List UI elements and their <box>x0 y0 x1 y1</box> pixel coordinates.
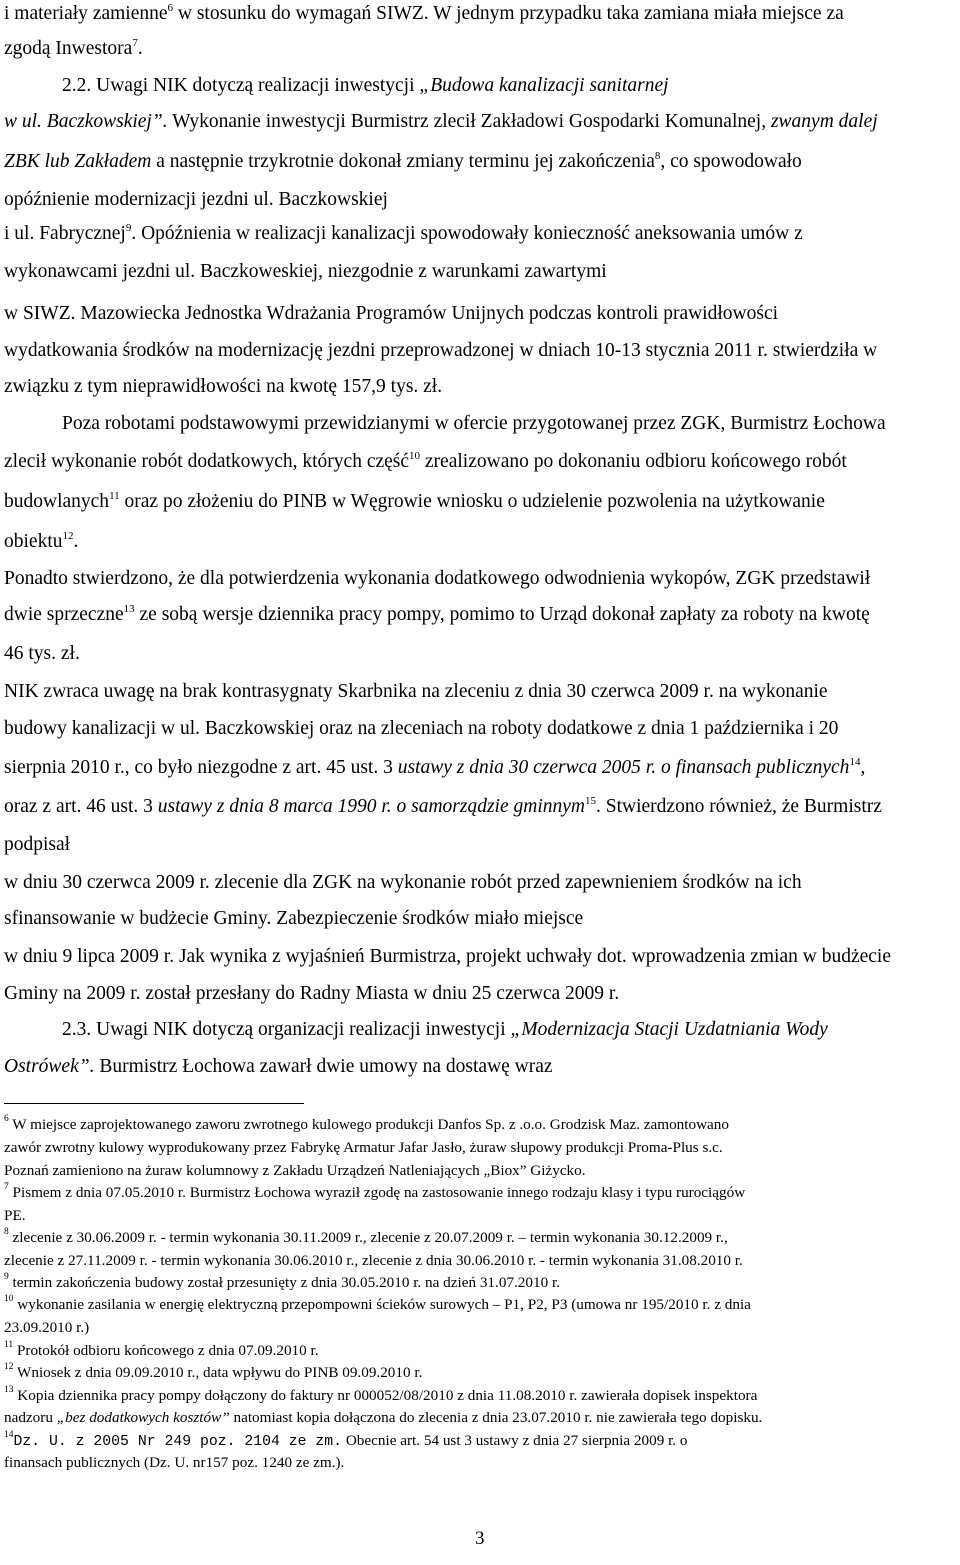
text: a następnie trzykrotnie dokonał zmiany terminu jej zakończenia <box>151 151 655 172</box>
text: „bez dodatkowych kosztów” <box>56 1409 230 1426</box>
footnote-number: 8 <box>4 1227 9 1237</box>
footnote <box>4 1273 560 1292</box>
body-line <box>4 222 803 246</box>
text: ZBK lub Zakładem <box>4 151 152 172</box>
footnote-number: 9 <box>4 1272 9 1282</box>
text: 2.3. Uwagi NIK dotyczą organizacji realizacji inwestycji <box>62 1019 511 1040</box>
footnote-number: 6 <box>4 1114 9 1124</box>
body-line: w SIWZ. Mazowiecka Jednostka Wdrażania Programów Unijnych podczas kontroli prawidłowości <box>4 303 779 324</box>
body-line <box>4 530 78 554</box>
text: . <box>137 38 143 59</box>
section-heading-2-3 <box>62 1018 828 1042</box>
footnote-ref: 11 <box>109 490 120 502</box>
text: . Stwierdzono również, że Burmistrz <box>596 796 882 817</box>
text: i materiały zamienne <box>4 3 168 24</box>
text: sierpnia 2010 r., co było niezgodne z art. 45 ust. 3 <box>4 757 398 778</box>
body-line <box>4 795 882 819</box>
footnote-line: zawór zwrotny kulowy wyprodukowany przez Fabrykę Armatur Jafar Jasło, żuraw słupowy produkcji Proma-Plus s.c. <box>4 1139 723 1156</box>
body-line: sfinansowanie w budżecie Gminy. Zabezpieczenie środków miało miejsce <box>4 908 584 929</box>
footnote <box>4 1295 751 1314</box>
text: oraz z art. 46 ust. 3 <box>4 796 158 817</box>
text: 2.2. Uwagi NIK dotyczą realizacji inwestycji <box>62 75 420 96</box>
body-line <box>4 450 847 474</box>
text: zlecenie z 30.06.2009 r. - termin wykonania 30.11.2009 r., zlecenie z 20.07.2009 r. – termin wykonania 30.12.2009 r., <box>8 1229 728 1246</box>
footnote <box>4 1183 745 1202</box>
text: , <box>860 757 866 778</box>
footnote-number: 12 <box>4 1362 14 1372</box>
body-line: NIK zwraca uwagę na brak kontrasygnaty Skarbnika na zleceniu z dnia 30 czerwca 2009 r. na wykonanie <box>4 681 828 702</box>
body-line <box>4 2 844 26</box>
text: W miejsce zaprojektowanego zaworu zwrotnego kulowego produkcji Danfos Sp. z .o.o. Grodzisk Maz. zamontowano <box>8 1116 729 1133</box>
body-line <box>4 37 143 61</box>
text: dwie sprzeczne <box>4 604 124 625</box>
text: Protokół odbioru końcowego z dnia 07.09.2010 r. <box>13 1342 319 1359</box>
text: w stosunku do wymagań SIWZ. W jednym przypadku taka zamiana miała miejsce za <box>173 3 844 24</box>
text: oraz po złożeniu do PINB w Węgrowie wniosku o udzielenie pozwolenia na użytkowanie <box>119 491 825 512</box>
text: , co spowodowało <box>660 151 802 172</box>
footnote-separator <box>4 1103 304 1104</box>
footnote <box>4 1431 688 1452</box>
text: ustawy z dnia 8 marca 1990 r. o samorządzie gminnym <box>157 796 585 817</box>
body-line: wydatkowania środków na modernizację jezdni przeprowadzonej w dniach 10-13 stycznia 2011 r. stwierdziła w <box>4 340 878 361</box>
text: . Opóźnienia w realizacji kanalizacji spowodowały konieczność aneksowania umów z <box>131 223 803 244</box>
text: Ostrówek”. <box>4 1056 95 1077</box>
footnote-line: PE. <box>4 1207 26 1224</box>
text: . <box>73 531 79 552</box>
footnote-line: finansach publicznych (Dz. U. nr157 poz. 1240 ze zm.). <box>4 1454 345 1471</box>
body-line <box>4 150 802 174</box>
text: Wniosek z dnia 09.09.2010 r., data wpływu do PINB 09.09.2010 r. <box>13 1364 423 1381</box>
body-line <box>4 490 825 514</box>
text: Obecnie art. 54 ust 3 ustawy z dnia 27 sierpnia 2009 r. o <box>342 1432 688 1449</box>
footnote-ref: 10 <box>409 450 421 462</box>
body-line: budowy kanalizacji w ul. Baczkowskiej oraz na zleceniach na roboty dodatkowe z dnia 1 października i 20 <box>4 718 839 739</box>
text: zgodą Inwestora <box>4 38 133 59</box>
footnote <box>4 1363 422 1382</box>
body-line <box>4 603 870 627</box>
text: „Budowa kanalizacji sanitarnej <box>419 75 669 96</box>
footnote-line: zlecenie z 27.11.2009 r. - termin wykonania 30.06.2010 r., zlecenie z dnia 30.06.2010 r. - termin wykonania 31.08.2010 r. <box>4 1252 743 1269</box>
body-line <box>4 756 865 780</box>
footnote-number: 14 <box>4 1430 14 1440</box>
footnote-ref: 14 <box>849 756 861 768</box>
text: Wykonanie inwestycji Burmistrz zlecił Zakładowi Gospodarki Komunalnej, <box>167 111 771 132</box>
body-line: podpisał <box>4 834 71 855</box>
text: ze sobą wersje dziennika pracy pompy, pomimo to Urząd dokonał zapłaty za roboty na kwotę <box>134 604 870 625</box>
footnote-line: 23.09.2010 r.) <box>4 1319 90 1336</box>
text: Dz. U. z 2005 Nr 249 poz. 2104 ze zm. <box>13 1434 343 1450</box>
text: „Modernizacja Stacji Uzdatniania Wody <box>510 1019 828 1040</box>
body-line: opóźnienie modernizacji jezdni ul. Baczkowskiej <box>4 189 388 210</box>
footnote-ref: 15 <box>585 795 596 807</box>
body-line: Ponadto stwierdzono, że dla potwierdzenia wykonania dodatkowego odwodnienia wykopów, ZGK przedstawił <box>4 568 871 589</box>
text: w ul. Baczkowskiej”. <box>4 111 168 132</box>
text: nadzoru <box>4 1409 57 1426</box>
footnote <box>4 1341 319 1360</box>
section-heading-2-2 <box>62 74 669 98</box>
footnote-ref: 6 <box>167 2 174 14</box>
body-line: 46 tys. zł. <box>4 643 80 664</box>
body-line: wykonawcami jezdni ul. Baczkoweskiej, niezgodnie z warunkami zawartymi <box>4 261 607 282</box>
footnote-ref: 13 <box>123 603 135 615</box>
body-line <box>4 110 878 134</box>
footnote-line: Poznań zamieniono na żuraw kolumnowy z Zakładu Urządzeń Natleniających „Biox” Giżycko. <box>4 1162 586 1179</box>
footnote-ref: 7 <box>132 37 138 49</box>
text: zrealizowano po dokonaniu odbioru końcowego robót <box>420 451 847 472</box>
page-number: 3 <box>475 1528 485 1549</box>
footnote <box>4 1115 729 1134</box>
text: i ul. Fabrycznej <box>4 223 126 244</box>
text: zlecił wykonanie robót dodatkowych, których część <box>4 451 410 472</box>
body-line: Gminy na 2009 r. został przesłany do Radny Miasta w dniu 25 czerwca 2009 r. <box>4 983 620 1004</box>
text: obiektu <box>4 531 63 552</box>
text: ustawy z dnia 30 czerwca 2005 r. o finansach publicznych <box>397 757 850 778</box>
body-line <box>4 1055 553 1079</box>
text: natomiast kopia dołączona do zlecenia z dnia 23.07.2010 r. nie zawierała tego dopisku. <box>229 1409 763 1426</box>
footnote-number: 13 <box>4 1385 14 1395</box>
body-line: w dniu 9 lipca 2009 r. Jak wynika z wyjaśnień Burmistrza, projekt uchwały dot. wprowadzenia zmian w budżecie <box>4 946 892 967</box>
text: Burmistrz Łochowa zawarł dwie umowy na dostawę wraz <box>94 1056 553 1077</box>
footnote-ref: 12 <box>62 530 74 542</box>
footnote <box>4 1386 757 1405</box>
text: zwanym dalej <box>770 111 878 132</box>
footnote-number: 11 <box>4 1340 14 1350</box>
text: Kopia dziennika pracy pompy dołączony do faktury nr 000052/08/2010 z dnia 11.08.2010 r. zawierała dopisek inspektora <box>13 1387 758 1404</box>
footnote-ref: 8 <box>654 150 661 162</box>
text: wykonanie zasilania w energię elektryczną przepompowni ścieków surowych – P1, P2, P3 (umowa nr 195/2010 r. z dnia <box>13 1296 751 1313</box>
footnote-line <box>4 1408 762 1427</box>
text: termin zakończenia budowy został przesunięty z dnia 30.05.2010 r. na dzień 31.07.2010 r. <box>8 1274 560 1291</box>
footnote-number: 10 <box>4 1294 14 1304</box>
body-line: Poza robotami podstawowymi przewidzianymi w ofercie przygotowanej przez ZGK, Burmistrz Łochowa <box>62 413 886 434</box>
footnote-number: 7 <box>4 1182 9 1192</box>
text: budowlanych <box>4 491 110 512</box>
footnote <box>4 1228 728 1247</box>
footnote-ref: 9 <box>125 222 132 234</box>
text: Pismem z dnia 07.05.2010 r. Burmistrz Łochowa wyraził zgodę na zastosowanie innego rodzaju klasy i typu rurociągów <box>8 1184 746 1201</box>
body-line: w dniu 30 czerwca 2009 r. zlecenie dla ZGK na wykonanie robót przed zapewnieniem środków na ich <box>4 872 802 893</box>
body-line: związku z tym nieprawidłowości na kwotę 157,9 tys. zł. <box>4 376 443 397</box>
